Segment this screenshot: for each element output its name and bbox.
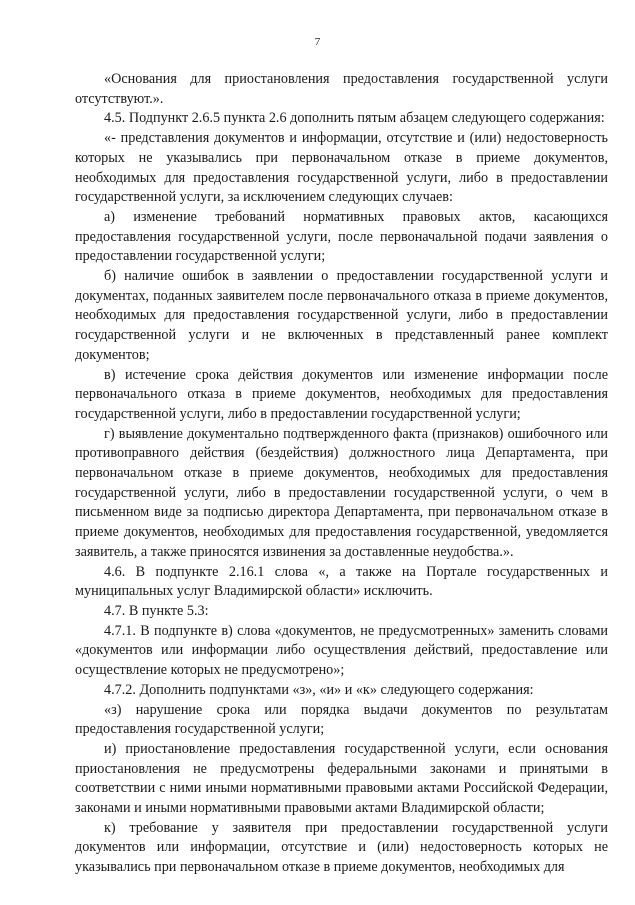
- document-body: [75, 70, 608, 878]
- paragraph-suspension-grounds: «Основания для приостановления предоставления государственной услуги отсутствуют.».: [75, 71, 608, 107]
- paragraph-item-v: в) истечение срока действия документов или изменение информации после первоначального отказа в приеме документов, необходимых для предоставления государственной услуги, либо в предоставлении государственной услуги;: [75, 366, 608, 422]
- paragraph-item-a: а) изменение требований нормативных правовых актов, касающихся предоставления государственной услуги, после первоначальной подачи заявления о предоставлении государственной услуги;: [75, 208, 608, 265]
- paragraph-4-5: 4.5. Подпункт 2.6.5 пункта 2.6 дополнить пятым абзацем следующего содержания:: [104, 110, 605, 127]
- paragraph-4-6: 4.6. В подпункте 2.16.1 слова «, а также на Портале государственных и муниципальных услуг Владимирской области» исключить.: [75, 563, 608, 600]
- page-number: 7: [314, 36, 321, 48]
- paragraph-item-z: «з) нарушение срока или порядка выдачи документов по результатам предоставления государственной услуги;: [75, 701, 608, 738]
- paragraph-documents-requirement: «- представления документов и информации, отсутствие и (или) недостоверность которых не указывались при первоначальном отказе в приеме документов, необходимых для предоставления государственной услуги, либо в предоставлении государственной услуги, за исключением следующих случаев:: [75, 130, 608, 206]
- paragraph-item-g: г) выявление документально подтвержденного факта (признаков) ошибочного или противоправного действия (бездействия) должностного лица Департамента, при первоначальном отказе в приеме документов, необходимых для предоставления государственной услуги, либо в предоставлении государственной услуги, о чем в письменном виде за подписью директора Департамента, при первоначальном отказе в приеме документов, необходимых для предоставления государственной, уведомляется заявитель, а также приносятся извинения за доставленные неудобства.».: [75, 425, 608, 560]
- paragraph-4-7: 4.7. В пункте 5.3:: [104, 602, 209, 619]
- paragraph-item-b: б) наличие ошибок в заявлении о предоставлении государственной услуги и документах, поданных заявителем после первоначального отказа в приеме документов, необходимых для предоставления государственной услуги, либо в предоставлении государственной услуги и не включенных в представленный ранее комплект документов;: [75, 268, 608, 363]
- paragraph-4-7-1: 4.7.1. В подпункте в) слова «документов, не предусмотренных» заменить словами «документов или информации либо осуществления действий, предоставление или осуществление которых не предусмотрено»;: [75, 622, 608, 679]
- paragraph-item-k: к) требование у заявителя при предоставлении государственной услуги документов или информации, отсутствие и (или) недостоверность которых не указывались при первоначальном отказе в приеме документов, необходимых для: [75, 819, 608, 876]
- paragraph-4-7-2: 4.7.2. Дополнить подпунктами «з», «и» и «к» следующего содержания:: [104, 681, 534, 698]
- paragraph-item-i: и) приостановление предоставления государственной услуги, если основания приостановления не предусмотрены федеральными законами и принятыми в соответствии с ними иными нормативными правовыми актами Российской Федерации, законами и иными нормативными правовыми актами Владимирской области;: [75, 740, 608, 817]
